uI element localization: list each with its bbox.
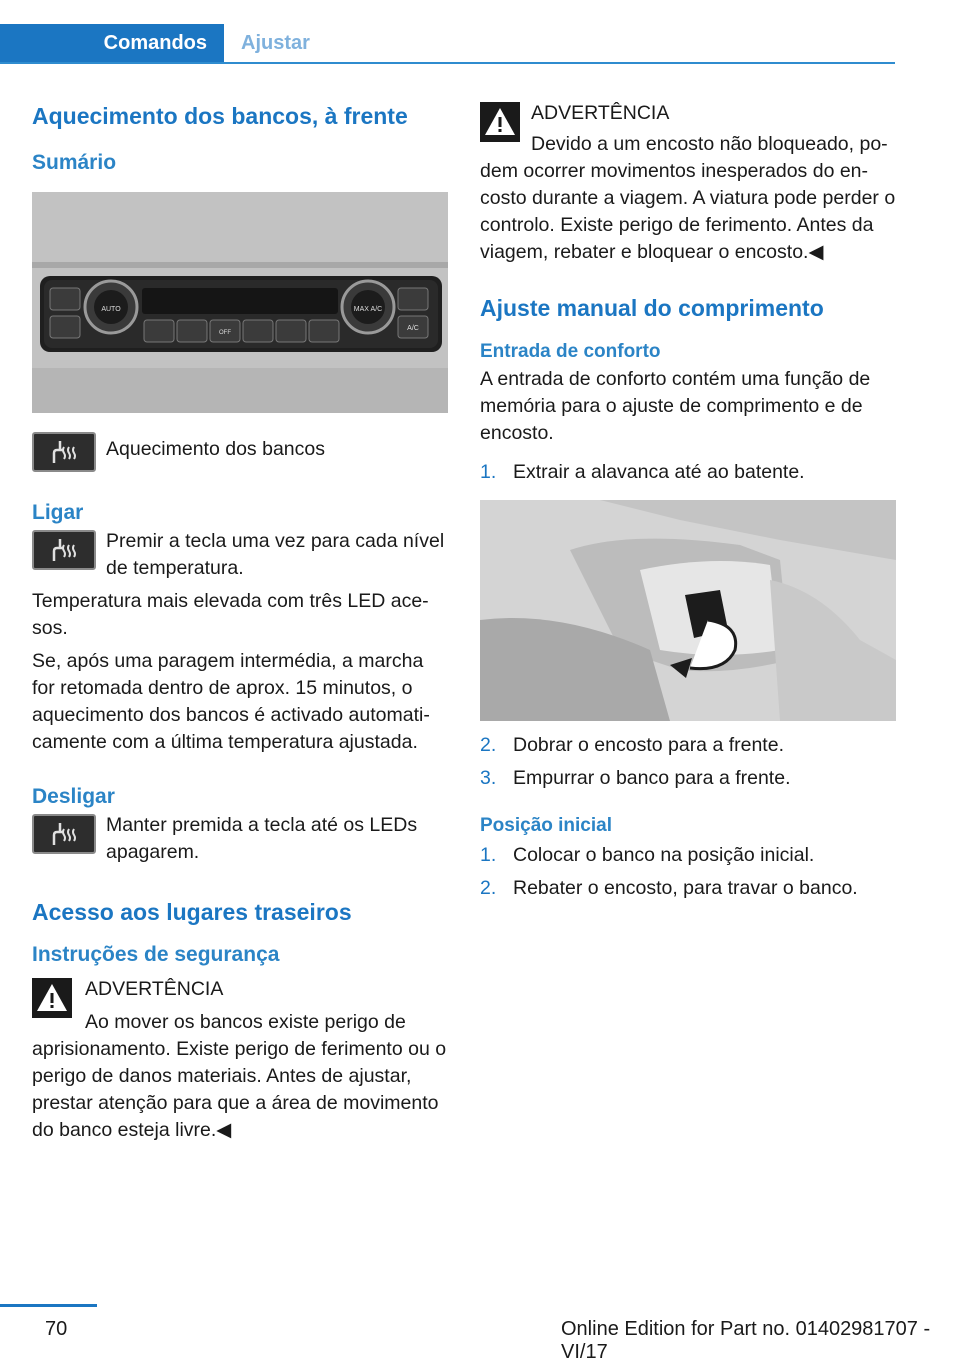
seat-heating-icon xyxy=(32,814,96,854)
step-item xyxy=(480,732,896,759)
seat-heating-icon xyxy=(32,432,96,472)
warning-text-right: Devido a um encosto não bloqueado, po-dem ocorrer movimentos inesperados do en-costo durante a viagem. A viatura pode perder o controlo. Existe perigo de ferimento. Antes da viagem, rebater e bloquear o encosto.◀ xyxy=(480,133,896,263)
step-item xyxy=(480,842,896,869)
summary-heading: Sumário xyxy=(32,151,117,174)
climate-panel-image xyxy=(32,192,448,413)
warning-label-right: ADVERTÊNCIA xyxy=(531,102,670,124)
off-row xyxy=(32,812,448,866)
step-number: 1. xyxy=(480,461,497,483)
tab-ajustar[interactable]: Ajustar xyxy=(241,32,310,54)
steps-list-c xyxy=(480,842,896,902)
tab-comandos[interactable]: Comandos xyxy=(0,24,224,62)
comfort-entry-text: A entrada de conforto contém uma função de memória para o ajuste de comprimento e de encosto. xyxy=(480,368,871,444)
on-heading: Ligar xyxy=(32,501,84,524)
ac-label: A/C xyxy=(407,325,419,332)
step-text: Extrair a alavanca até ao batente. xyxy=(513,461,805,483)
seat-heating-caption-row xyxy=(32,430,448,472)
safety-heading: Instruções de segurança xyxy=(32,943,280,966)
warning-text-left: Ao mover os bancos existe perigo de aprisionamento. Existe perigo de ferimento ou o perigo de danos materiais. Antes de ajustar, prestar atenção para que a área de movimento do banco esteja livre.◀ xyxy=(32,1011,447,1141)
step-number: 1. xyxy=(480,844,497,866)
auto-label: AUTO xyxy=(101,306,121,313)
step-text: Colocar o banco na posição inicial. xyxy=(513,844,815,866)
on-row xyxy=(32,528,448,582)
on-paragraph-2: Se, após uma paragem intermédia, a marcha for retomada dentro de aprox. 15 minutos, o aquecimento dos bancos é activado automati-camente com a última temperatura ajustada. xyxy=(32,650,430,753)
max-ac-label: MAX A/C xyxy=(353,306,383,313)
section-title-rear-access: Acesso aos lugares traseiros xyxy=(32,899,352,925)
seat-heating-icon xyxy=(32,530,96,570)
page-number: 70 xyxy=(45,1318,68,1340)
on-paragraph-1: Temperatura mais elevada com três LED ace-sos. xyxy=(32,590,429,639)
step-number: 2. xyxy=(480,734,497,756)
section-title-manual-length: Ajuste manual do comprimento xyxy=(480,295,824,321)
initial-position-heading: Posição inicial xyxy=(480,815,612,836)
seat-lever-drawing xyxy=(480,500,896,721)
step-number: 3. xyxy=(480,767,497,789)
climate-panel-drawing xyxy=(32,192,448,413)
steps-list-b xyxy=(480,732,896,792)
off-instruction: Manter premida a tecla até os LEDs apagarem. xyxy=(106,814,418,863)
step-item xyxy=(480,459,896,486)
left-column xyxy=(32,100,448,1144)
step-text: Empurrar o banco para a frente. xyxy=(513,767,791,789)
warning-triangle-icon xyxy=(480,102,520,142)
off-label: OFF xyxy=(219,330,231,336)
steps-list-a xyxy=(480,459,896,486)
step-item xyxy=(480,875,896,902)
warning-block-left xyxy=(32,976,448,1144)
comfort-entry-heading: Entrada de conforto xyxy=(480,341,661,362)
right-column xyxy=(480,100,896,908)
seat-lever-image xyxy=(480,500,896,721)
seat-heating-caption: Aquecimento dos bancos xyxy=(106,438,325,460)
header-tabs xyxy=(0,24,895,64)
off-heading: Desligar xyxy=(32,785,115,808)
on-instruction: Premir a tecla uma vez para cada nível de temperatura. xyxy=(106,530,445,579)
edition-note: Online Edition for Part no. 01402981707 - VI/17 xyxy=(561,1318,931,1363)
warning-block-right xyxy=(480,100,896,266)
warning-triangle-icon xyxy=(32,978,72,1018)
step-text: Dobrar o encosto para a frente. xyxy=(513,734,784,756)
step-item xyxy=(480,765,896,792)
step-text: Rebater o encosto, para travar o banco. xyxy=(513,877,858,899)
warning-label-left: ADVERTÊNCIA xyxy=(85,978,224,1000)
section-title-seat-heating: Aquecimento dos bancos, à frente xyxy=(32,103,408,129)
step-number: 2. xyxy=(480,877,497,899)
footer-rule xyxy=(0,1304,97,1307)
